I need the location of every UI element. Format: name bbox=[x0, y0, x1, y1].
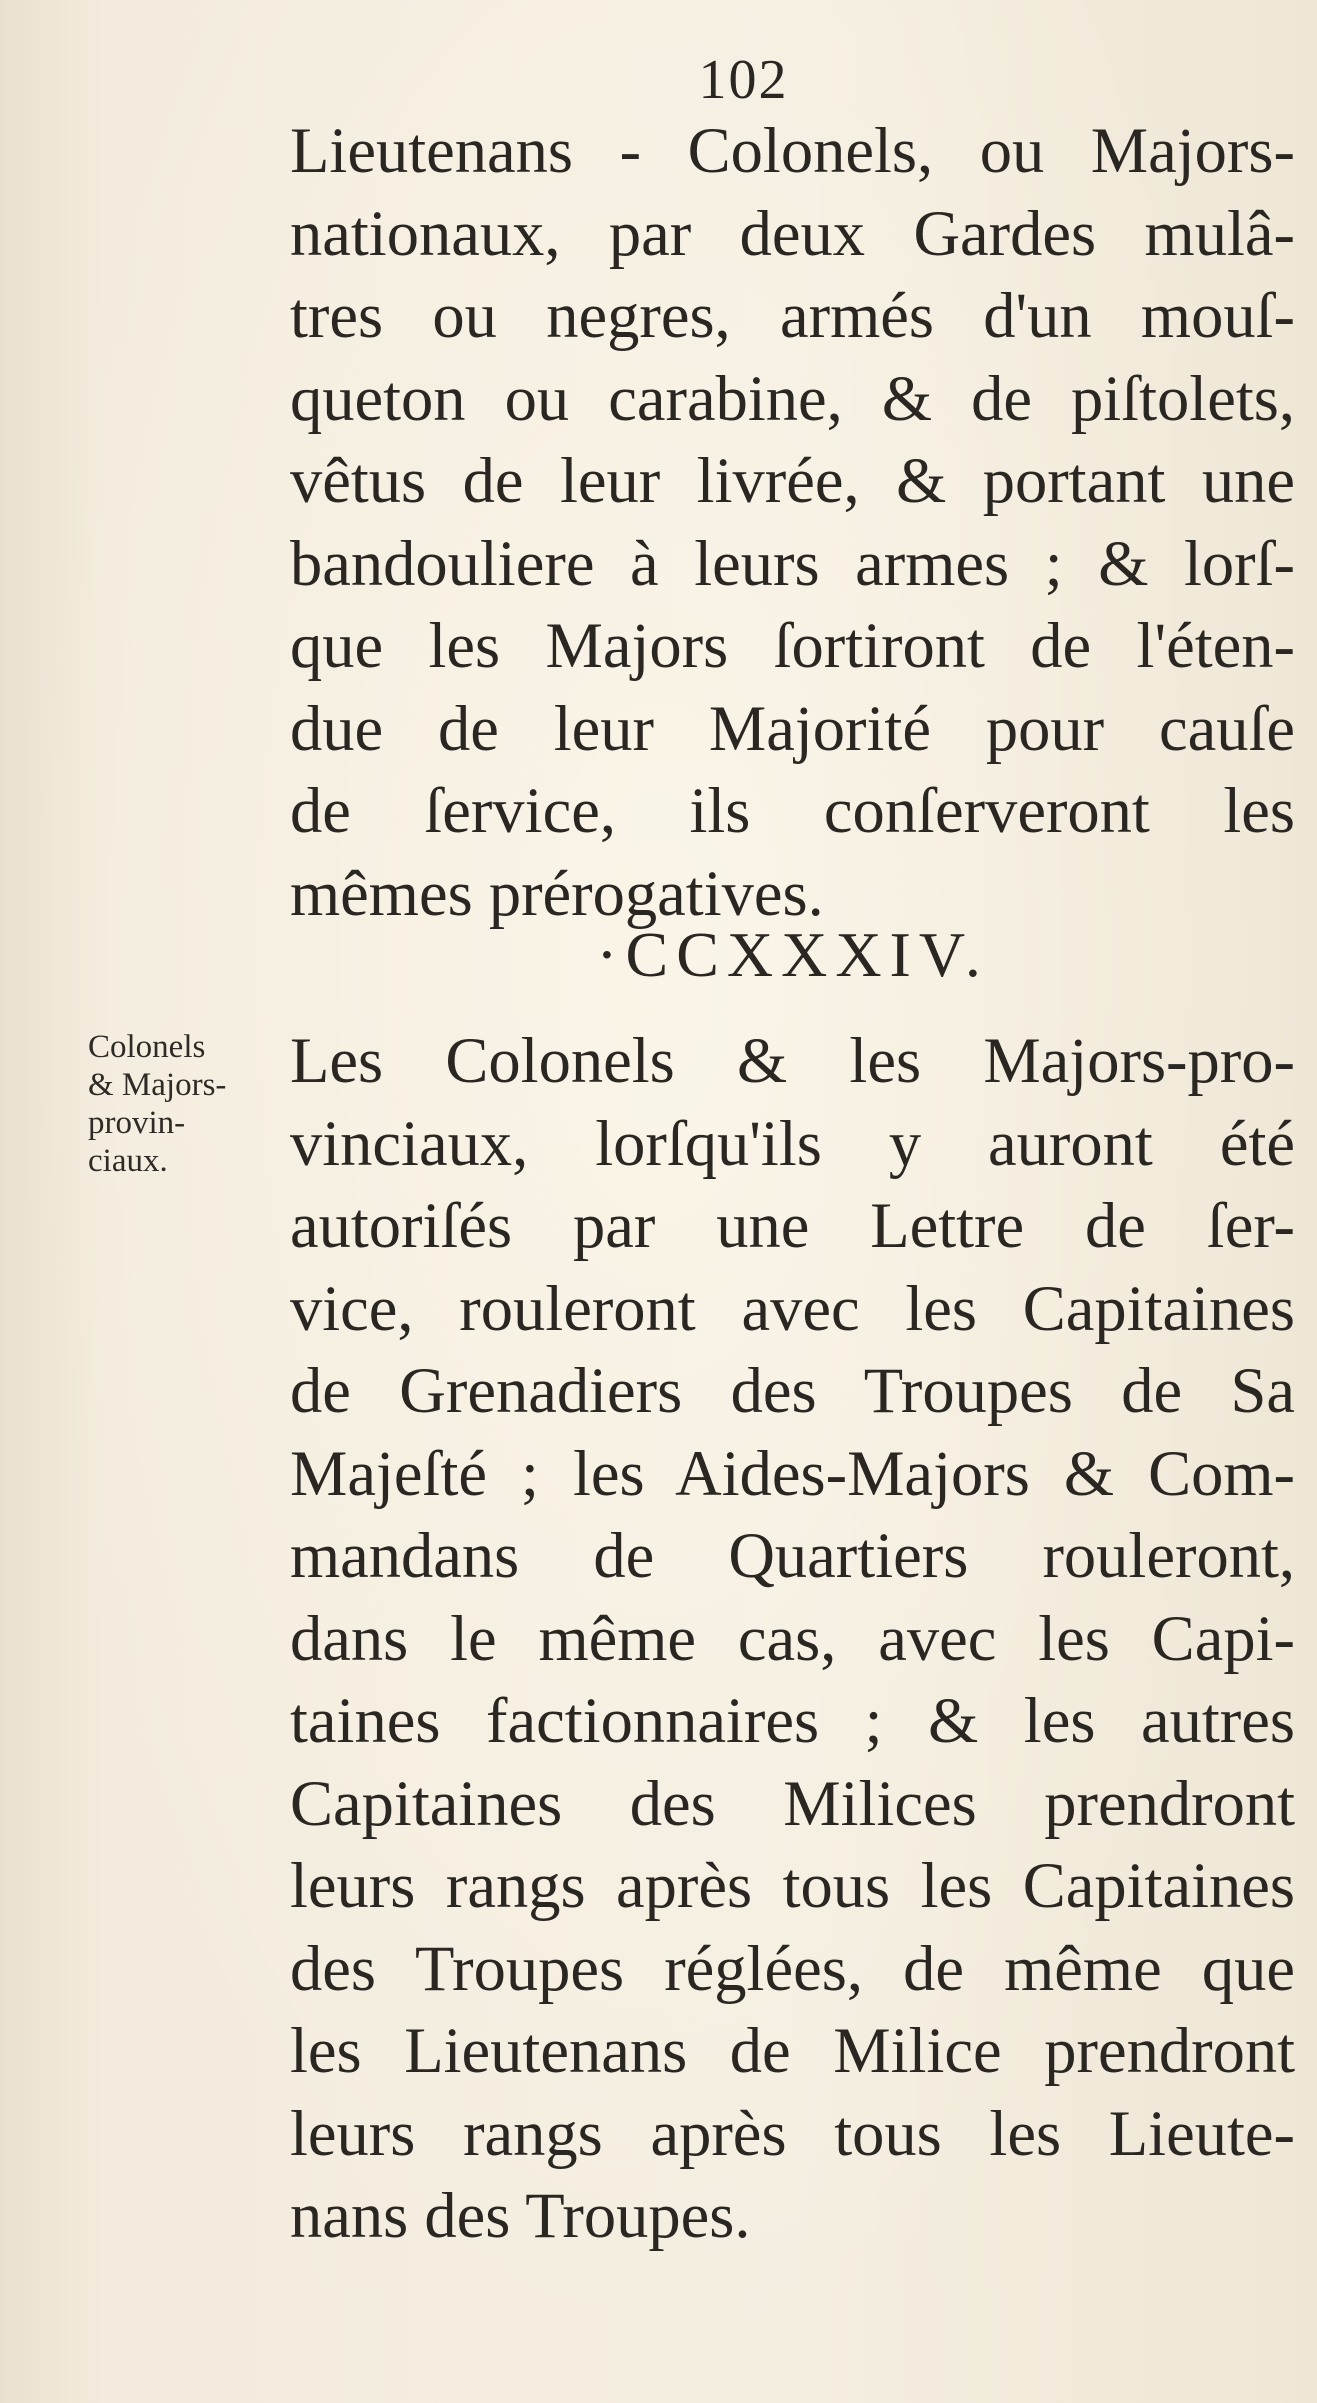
text-line: les Lieutenans de Milice prendront bbox=[290, 2015, 1295, 2086]
text-line: leurs rangs après tous les Lieute- bbox=[290, 2097, 1295, 2169]
text-line: queton ou carabine, & de piſtolets, bbox=[290, 362, 1295, 434]
article-heading: ·CCXXXIV. bbox=[596, 919, 989, 990]
text-line: bandouliere à leurs armes ; & lorſ- bbox=[290, 527, 1295, 599]
text-line: Les Colonels & les Majors-pro- bbox=[290, 1025, 1295, 1096]
margin-note-line: ciaux. bbox=[88, 1143, 168, 1179]
text-line: de ſervice, ils conſerveront les bbox=[290, 775, 1295, 846]
margin-note-line: Colonels bbox=[88, 1029, 206, 1065]
text-line: tres ou negres, armés d'un mouſ- bbox=[290, 280, 1295, 351]
article-paragraph bbox=[290, 1020, 1295, 2258]
text-line: nans des Troupes. bbox=[290, 2180, 751, 2251]
text-line: autoriſés par une Lettre de ſer- bbox=[290, 1190, 1295, 1261]
text-line: taines factionnaires ; & les autres bbox=[290, 1685, 1295, 1756]
text-line: mandans de Quartiers rouleront, bbox=[290, 1520, 1295, 1591]
text-line: dans le même cas, avec les Capi- bbox=[290, 1602, 1295, 1674]
text-line: Capitaines des Milices prendront bbox=[290, 1767, 1295, 1839]
text-line: Majeſté ; les Aides-Majors & Com- bbox=[290, 1437, 1295, 1509]
text-line: de Grenadiers des Troupes de Sa bbox=[290, 1355, 1295, 1426]
text-line: Lieutenans - Colonels, ou Majors- bbox=[290, 115, 1295, 186]
text-line: des Troupes réglées, de même que bbox=[290, 1932, 1295, 2004]
text-line: vice, rouleront avec les Capitaines bbox=[290, 1272, 1295, 1344]
text-line: due de leur Majorité pour cauſe bbox=[290, 692, 1295, 764]
text-line: nationaux, par deux Gardes mulâ- bbox=[290, 197, 1295, 269]
text-line: que les Majors ſortiront de l'éten- bbox=[290, 610, 1295, 681]
text-line: vinciaux, lorſqu'ils y auront été bbox=[290, 1107, 1295, 1179]
margin-note bbox=[88, 1028, 278, 1180]
text-line: vêtus de leur livrée, & portant une bbox=[290, 445, 1295, 516]
margin-note-line: provin- bbox=[88, 1105, 186, 1141]
margin-note-line: & Majors- bbox=[88, 1067, 227, 1103]
page-number: 102 bbox=[698, 49, 789, 111]
text-line: leurs rangs après tous les Capitaines bbox=[290, 1850, 1295, 1921]
text-line: mêmes prérogatives. bbox=[290, 857, 824, 929]
paragraph-continuation bbox=[290, 110, 1295, 935]
